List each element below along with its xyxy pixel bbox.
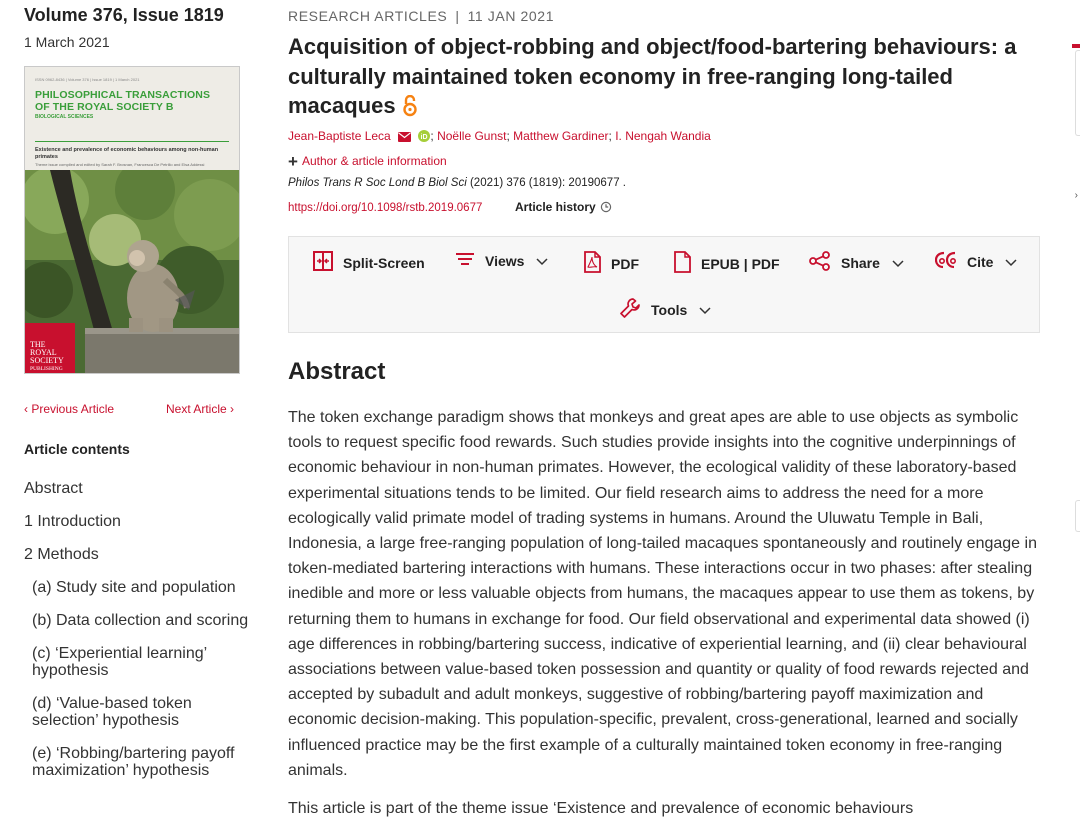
right-panel-edge bbox=[1072, 44, 1080, 48]
kicker-separator: | bbox=[455, 8, 460, 24]
cite-label: Cite bbox=[967, 253, 994, 270]
cover-journal-line-1: PHILOSOPHICAL TRANSACTIONS bbox=[35, 89, 211, 101]
previous-article-label: Previous Article bbox=[31, 402, 115, 416]
toc-item-experiential-learning[interactable]: (c) ‘Experiential learning’ hypothesis bbox=[32, 645, 207, 679]
toc-item-methods[interactable]: 2 Methods bbox=[24, 546, 99, 563]
cover-editors: Theme issue compiled and edited by Sarah F. Brosnan, Francesca De Petrillo and Elsa Addessi bbox=[35, 162, 205, 167]
quote-icon bbox=[935, 251, 957, 272]
chevron-left-icon: ‹ bbox=[24, 402, 28, 416]
cover-journal-line-2: OF THE ROYAL SOCIETY B bbox=[35, 101, 174, 113]
royal-society-logo: THE ROYAL SOCIETY PUBLISHING bbox=[25, 323, 75, 373]
menu-lines-icon bbox=[455, 251, 475, 270]
citation-journal: Philos Trans R Soc Lond B Biol Sci bbox=[288, 177, 467, 189]
article-title-text: Acquisition of object-robbing and object/food-bartering behaviours: a culturally maintained token economy in free-ranging long-tailed macaques bbox=[288, 34, 1017, 118]
right-panel-box bbox=[1075, 500, 1080, 532]
article-toolbar bbox=[288, 236, 1040, 333]
views-dropdown[interactable] bbox=[455, 251, 548, 270]
chevron-down-icon bbox=[892, 255, 904, 271]
author-link[interactable]: Noëlle Gunst bbox=[437, 129, 507, 143]
toc-item-study-site[interactable]: (a) Study site and population bbox=[32, 579, 236, 596]
wrench-icon bbox=[619, 297, 641, 322]
toc-item-data-collection[interactable]: (b) Data collection and scoring bbox=[32, 612, 249, 629]
article-section[interactable]: RESEARCH ARTICLES bbox=[288, 8, 448, 24]
previous-article-link[interactable] bbox=[24, 402, 114, 416]
tools-label: Tools bbox=[651, 301, 688, 318]
pdf-button[interactable] bbox=[583, 251, 639, 276]
split-screen-label: Split-Screen bbox=[343, 254, 425, 271]
article-title bbox=[288, 32, 1040, 125]
issue-cover-image[interactable] bbox=[24, 66, 240, 374]
epub-pdf-label: EPUB | PDF bbox=[701, 255, 780, 272]
share-dropdown[interactable] bbox=[809, 251, 904, 274]
author-link[interactable]: Matthew Gardiner bbox=[513, 129, 609, 143]
doi-link[interactable]: https://doi.org/10.1098/rstb.2019.0677 bbox=[288, 202, 483, 214]
toc-item-introduction[interactable]: 1 Introduction bbox=[24, 513, 121, 530]
article-kicker bbox=[288, 8, 554, 24]
issue-sidebar bbox=[0, 0, 262, 810]
open-access-icon bbox=[402, 95, 418, 125]
next-article-label: Next Article bbox=[166, 402, 227, 416]
pdf-file-icon bbox=[583, 251, 601, 276]
epub-pdf-button[interactable] bbox=[673, 251, 780, 276]
author-info-toggle[interactable] bbox=[288, 152, 447, 172]
article-history-label: Article history bbox=[515, 200, 596, 214]
document-icon bbox=[673, 251, 691, 276]
chevron-down-icon bbox=[699, 302, 711, 318]
article-contents-list bbox=[24, 480, 254, 795]
chevron-right-icon: › bbox=[230, 402, 235, 416]
share-label: Share bbox=[841, 254, 880, 271]
article-contents-heading: Article contents bbox=[24, 441, 130, 457]
cover-subject: BIOLOGICAL SCIENCES bbox=[35, 114, 94, 120]
issue-volume[interactable]: Volume 376, Issue 1819 bbox=[24, 5, 224, 25]
split-screen-icon bbox=[313, 251, 333, 274]
share-icon bbox=[809, 251, 831, 274]
cite-dropdown[interactable] bbox=[935, 251, 1017, 272]
theme-issue-note: This article is part of the theme issue ‘Existence and prevalence of economic behaviours bbox=[288, 800, 914, 817]
cover-journal-title bbox=[35, 89, 210, 113]
citation-line bbox=[288, 177, 626, 189]
tools-dropdown[interactable] bbox=[619, 297, 711, 322]
abstract-text: The token exchange paradigm shows that monkeys and great apes are able to use objects as symbolic tools to request specific food rewards. Such studies provide insights into the cognitive underpinnings of economic behaviour in non-human primates. However, the ecological validity of these laboratory-based experimental situations tends to be limited. Our field research aims to address the need for a more ecologically valid primate model of trading systems in humans. Around the Uluwatu Temple in Bali, Indonesia, a large free-ranging population of long-tailed macaques spontaneously and routinely engage in token-mediated bartering interactions with humans. These interactions occur in two phases: after stealing inedible and more or less valuable objects from humans, the macaques appear to use them as tokens, by returning them to humans in exchange for food. Our field observational and experimental data showed (i) age differences in robbing/bartering success, indicative of experiential learning, and (ii) clear behavioural associations between value-based token possession and quantity or quality of food rewards rejected and accepted by subadult and adult monkeys, suggestive of robbing/bartering payoff maximization and economic decision-making. This population-specific, prevalent, cross-generational, learned and socially influenced practice may be the first example of a culturally maintained token economy in free-ranging animals. bbox=[288, 409, 1037, 779]
abstract-heading: Abstract bbox=[288, 358, 386, 385]
article-date: 11 JAN 2021 bbox=[467, 8, 555, 24]
toc-item-value-based-token[interactable]: (d) ‘Value-based token selection’ hypothesis bbox=[32, 695, 192, 729]
next-article-link[interactable] bbox=[166, 402, 234, 416]
history-icon bbox=[600, 201, 612, 213]
author-link[interactable]: Jean-Baptiste Leca bbox=[288, 129, 391, 143]
pdf-label: PDF bbox=[611, 255, 639, 272]
email-icon[interactable] bbox=[398, 131, 411, 145]
chevron-right-icon[interactable]: › bbox=[1074, 190, 1078, 201]
split-screen-button[interactable] bbox=[313, 251, 425, 274]
author-list: Jean-Baptiste Leca iD ; Noëlle Gunst; Matthew Gardiner; I. Nengah Wandia bbox=[288, 129, 711, 143]
issue-date: 1 March 2021 bbox=[24, 34, 110, 50]
plus-icon: + bbox=[288, 152, 298, 171]
cover-divider bbox=[35, 141, 229, 142]
chevron-down-icon bbox=[1005, 254, 1017, 270]
article-history-button[interactable] bbox=[515, 200, 612, 214]
chevron-down-icon bbox=[536, 253, 548, 269]
cover-theme-title: Existence and prevalence of economic behaviours among non-human primates bbox=[35, 147, 219, 160]
author-info-label: Author & article information bbox=[301, 154, 447, 168]
orcid-icon[interactable] bbox=[418, 130, 430, 145]
toc-item-payoff-maximization[interactable]: (e) ‘Robbing/bartering payoff maximization’ hypothesis bbox=[32, 745, 235, 779]
views-label: Views bbox=[485, 252, 525, 269]
cover-issn-line: ISSN 0962-8436 | Volume 376 | Issue 1819 | 1 March 2021 bbox=[35, 77, 140, 82]
right-panel-box bbox=[1075, 50, 1080, 136]
citation-detail: (2021) 376 (1819): 20190677 . bbox=[469, 177, 626, 189]
svg-text:iD: iD bbox=[420, 133, 428, 141]
author-link[interactable]: I. Nengah Wandia bbox=[615, 129, 711, 143]
toc-item-abstract[interactable]: Abstract bbox=[24, 480, 83, 497]
